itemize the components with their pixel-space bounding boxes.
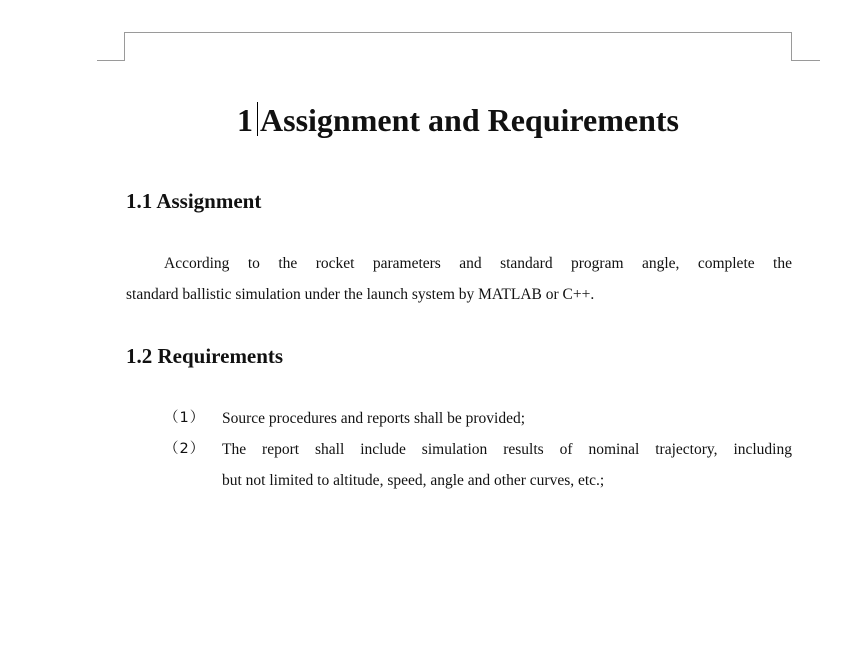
page-margin-corner-right-horizontal (791, 60, 820, 61)
page-margin-corner-left-horizontal (97, 60, 125, 61)
section-heading-requirements: 1.2 Requirements (126, 344, 284, 368)
page-margin-corner-left (124, 32, 125, 61)
page-margin-top-line (124, 32, 792, 33)
list-item-text: Source procedures and reports shall be provided; (222, 410, 526, 427)
page-margin-corner-right (791, 32, 792, 61)
requirements-list[interactable] (164, 403, 792, 496)
chapter-number: 1 (237, 102, 253, 138)
list-item-text: but not limited to altitude, speed, angle and other curves, etc.; (222, 472, 605, 489)
list-item-number: （2） (164, 441, 206, 457)
paragraph-line: standard ballistic simulation under the launch system by MATLAB or C++. (126, 286, 595, 303)
list-item (164, 434, 792, 496)
list-item (164, 403, 792, 434)
text-cursor (257, 102, 258, 136)
chapter-title[interactable] (124, 98, 792, 142)
chapter-title-text: Assignment and Requirements (260, 102, 679, 138)
list-item-text: The report shall include simulation results of nominal trajectory, including (222, 441, 792, 458)
assignment-paragraph[interactable] (126, 248, 792, 310)
paragraph-line: According to the rocket parameters and standard program angle, complete the (164, 255, 792, 272)
section-heading-assignment: 1.1 Assignment (126, 189, 262, 213)
list-item-number: （1） (164, 410, 206, 426)
